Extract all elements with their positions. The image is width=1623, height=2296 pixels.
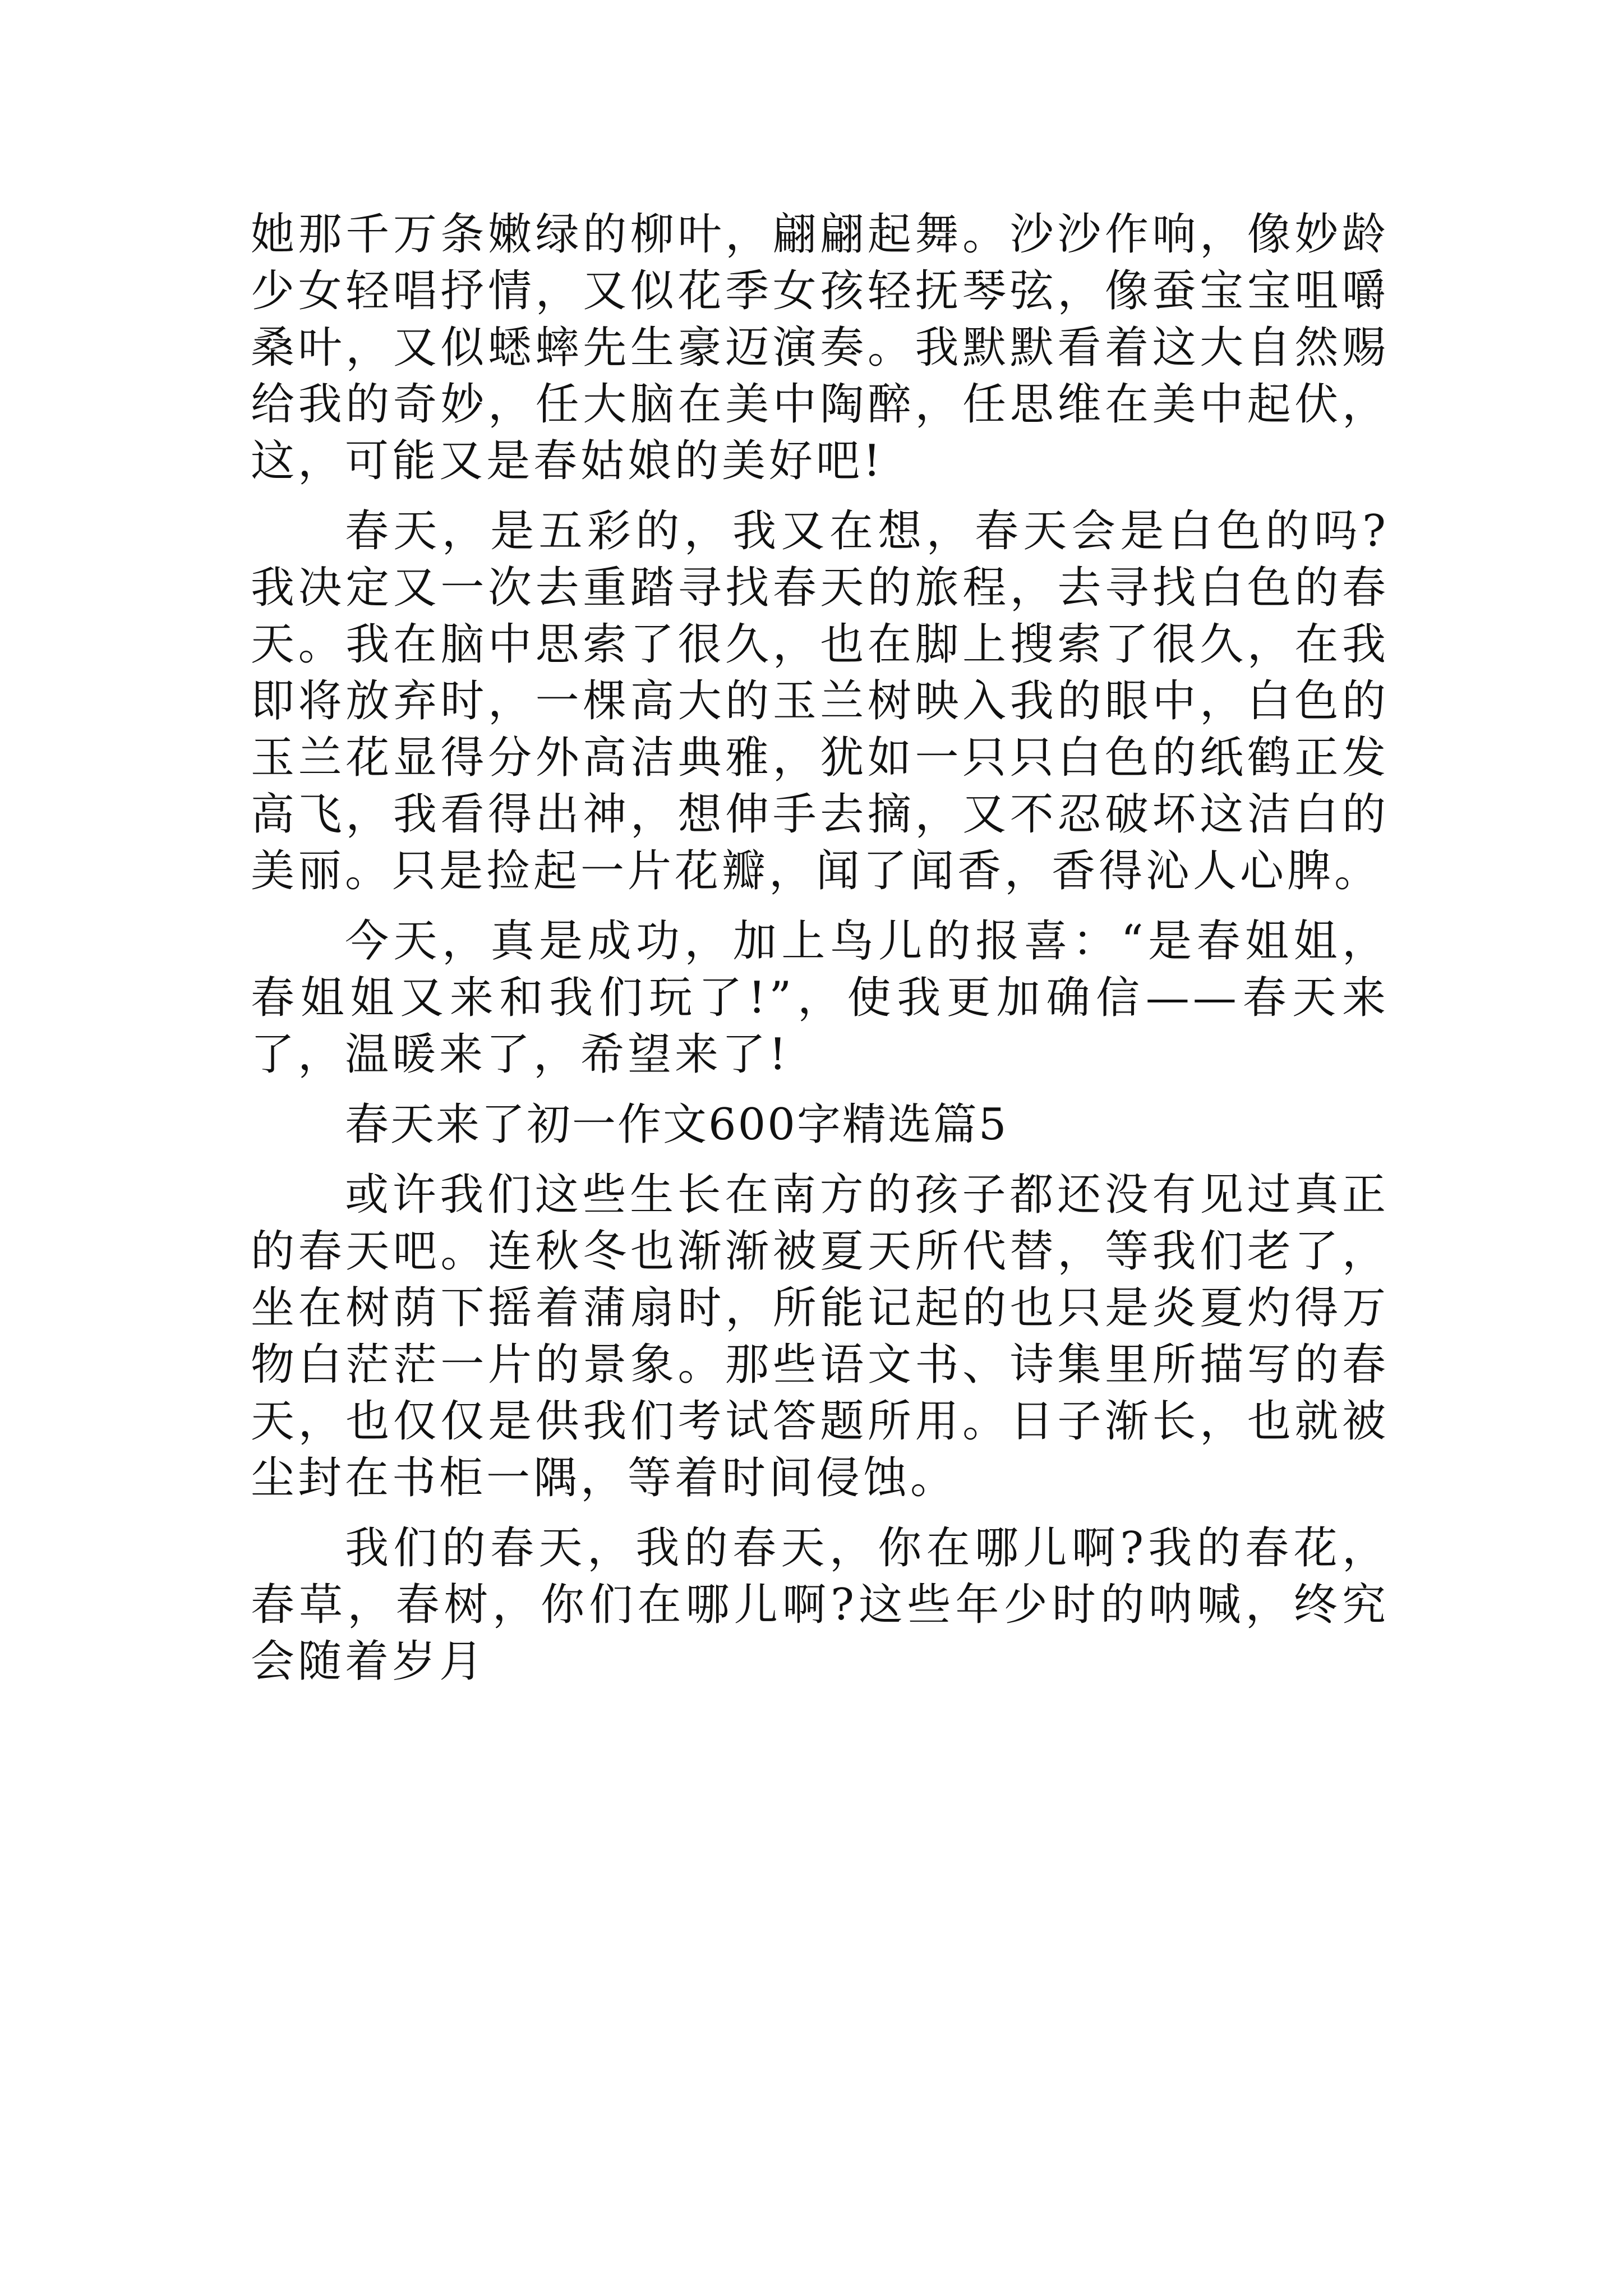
paragraph-where-is-spring: 我们的春天，我的春天，你在哪儿啊?我的春花，春草，春树，你们在哪儿啊?这些年少时的呐喊，终究会随着岁月: [251, 1523, 1389, 1687]
paragraph-birds-announce: 今天，真是成功，加上鸟儿的报喜：“是春姐姐，春姐姐又来和我们玩了!”，使我更加确信——春天来了，温暖来了，希望来了!: [251, 916, 1389, 1080]
paragraph-southern-children: 或许我们这些生长在南方的孩子都还没有见过真正的春天吧。连秋冬也渐渐被夏天所代替，等我们老了，坐在树荫下摇着蒲扇时，所能记起的也只是炎夏灼得万物白茫茫一片的景象。那些语文书、诗集里所描写的春天，也仅仅是供我们考试答题所用。日子渐长，也就被尘封在书柜一隅，等着时间侵蚀。: [251, 1170, 1389, 1503]
paragraph-white-spring: 春天，是五彩的，我又在想，春天会是白色的吗?我决定又一次去重踏寻找春天的旅程，去寻找白色的春天。我在脑中思索了很久，也在脚上搜索了很久，在我即将放弃时，一棵高大的玉兰树映入我的眼中，白色的玉兰花显得分外高洁典雅，犹如一只只白色的纸鹤正发高飞，我看得出神，想伸手去摘，又不忍破坏这洁白的美丽。只是捡起一片花瓣，闻了闻香，香得沁人心脾。: [251, 506, 1389, 896]
paragraph-willow-leaves: 她那千万条嫩绿的柳叶，翩翩起舞。沙沙作响，像妙龄少女轻唱抒情，又似花季女孩轻抚琴弦，像蚕宝宝咀嚼桑叶，又似蟋蟀先生豪迈演奏。我默默看着这大自然赐给我的奇妙，任大脑在美中陶醉，任思维在美中起伏，这，可能又是春姑娘的美好吧!: [251, 209, 1389, 486]
section-heading: 春天来了初一作文600字精选篇5: [345, 1099, 1008, 1150]
document-body: [251, 206, 1389, 1690]
